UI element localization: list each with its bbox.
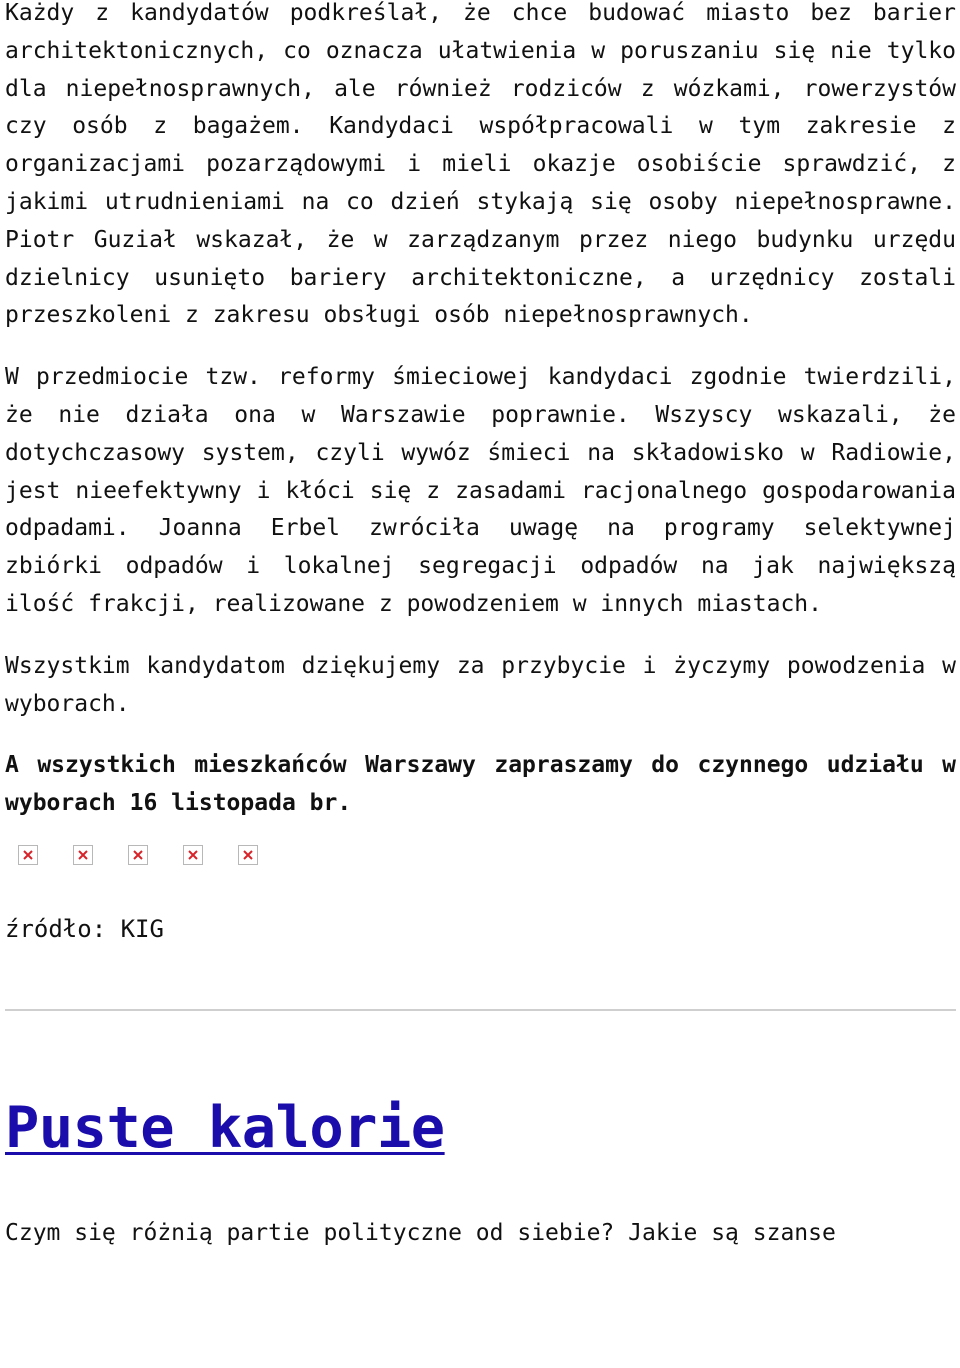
broken-image-icon[interactable] — [238, 845, 258, 865]
next-post-title — [5, 1093, 956, 1163]
paragraph-invitation: A wszystkich mieszkańców Warszawy zapraszamy do czynnego udziału w wyborach 16 listopada br. — [5, 752, 956, 817]
next-post-title-link[interactable]: Puste kalorie — [5, 1094, 445, 1161]
broken-image-icon[interactable] — [128, 845, 148, 865]
paragraph-accessibility: Każdy z kandydatów podkreślał, że chce budować miasto bez barier architektonicznych, co oznacza ułatwienia w poruszaniu się nie tylko dla niepełnosprawnych, ale również rodziców z wózkami, rowerzystów czy osób z bagażem. Kandydaci współpracowali w tym zakresie z organizacjami pozarządowymi i mieli okazje osobiście sprawdzić, z jakimi utrudnieniami na co dzień stykają się osoby niepełnosprawne. Piotr Guział wskazał, że w zarządzanym przez niego budynku urzędu dzielnicy usunięto bariery architektoniczne, a urzędnicy zostali przeszkoleni z zakresu obsługi osób niepełnosprawnych. — [5, 0, 956, 329]
post-divider — [5, 1009, 956, 1011]
next-post-excerpt: Czym się różnią partie polityczne od siebie? Jakie są szanse — [5, 1219, 836, 1246]
paragraph-thanks: Wszystkim kandydatom dziękujemy za przybycie i życzymy powodzenia w wyborach. — [5, 652, 956, 717]
article-content — [5, 0, 956, 1253]
paragraph-waste-reform: W przedmiocie tzw. reformy śmieciowej kandydaci zgodnie twierdzili, że nie działa ona w Warszawie poprawnie. Wszyscy wskazali, że dotychczasowy system, czyli wywóz śmieci na składowisko w Radiowie, jest nieefektywny i kłóci się z zasadami racjonalnego gospodarowania odpadami. Joanna Erbel zwróciła uwagę na programy selektywnej zbiórki odpadów i lokalnej segregacji odpadów na jak największą ilość frakcji, realizowane z powodzeniem w innych miastach. — [5, 364, 956, 617]
broken-image-icon[interactable] — [73, 845, 93, 865]
image-row — [18, 845, 956, 869]
article-source: źródło: KIG — [5, 914, 164, 943]
broken-image-icon[interactable] — [183, 845, 203, 865]
broken-image-icon[interactable] — [18, 845, 38, 865]
